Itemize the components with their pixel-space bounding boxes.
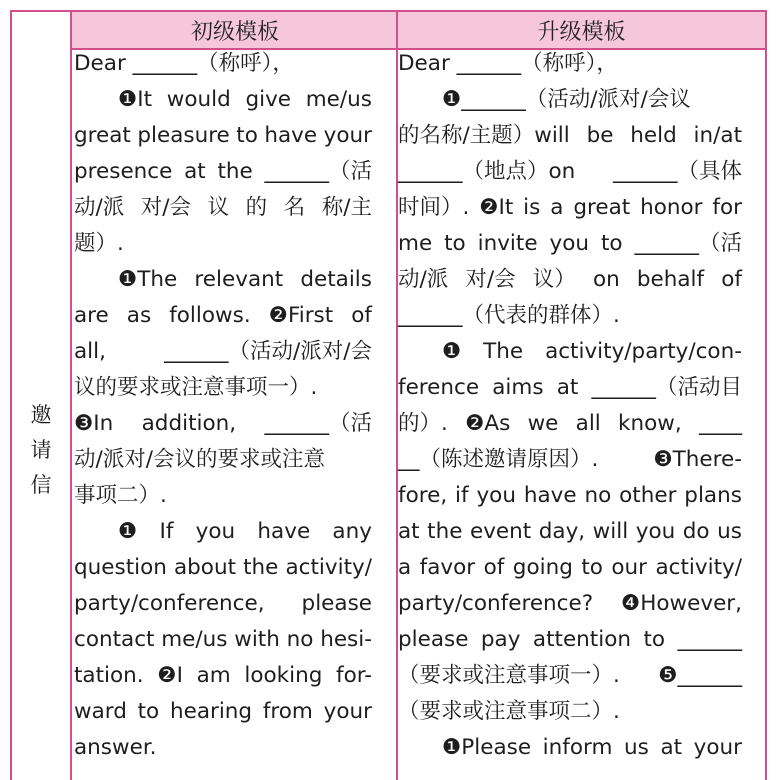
text-line: Dear ______（称呼）， bbox=[74, 51, 294, 76]
text-line: ❸In addition, ______（活 bbox=[74, 411, 372, 436]
column-divider-1 bbox=[70, 12, 72, 780]
text-line: 议的要求或注意事项一）. bbox=[74, 375, 318, 400]
text-line: tation. ❷I am looking for- bbox=[74, 663, 372, 688]
text-line: （要求或注意事项二）. bbox=[398, 699, 620, 724]
row-label-invitation bbox=[12, 50, 70, 780]
text-line: ______（地点）on ______（具体 bbox=[398, 159, 742, 184]
header-basic-template: 初级模板 bbox=[72, 12, 398, 50]
text-line: at the event day, will you do us bbox=[398, 519, 742, 544]
text-line: fore, if you have no other plans bbox=[398, 483, 742, 508]
basic-template-column bbox=[74, 38, 372, 766]
text-line: me to invite you to ______（活 bbox=[398, 231, 742, 256]
text-line: presence at the ______（活 bbox=[74, 159, 372, 184]
text-line: please pay attention to ______ bbox=[398, 627, 742, 652]
text-line: answer. bbox=[74, 735, 157, 760]
text-line: are as follows. ❷First of bbox=[74, 303, 372, 328]
text-line: party/conference, please bbox=[74, 591, 372, 616]
text-line: ❶ If you have any bbox=[118, 519, 372, 544]
text-line: 时间）. ❷It is a great honor for bbox=[398, 195, 742, 220]
text-line: great pleasure to have your bbox=[74, 123, 372, 148]
text-line: ❶______（活动/派对/会议 bbox=[442, 87, 691, 112]
text-line: 动/派 对/会 议） on behalf of bbox=[398, 267, 742, 292]
text-line: 的）. ❷As we all know, ____ bbox=[398, 411, 742, 436]
text-line: __（陈述邀请原因）. ❸There- bbox=[398, 447, 742, 472]
text-line: ward to hearing from your bbox=[74, 699, 372, 724]
text-line: Dear ______（称呼）， bbox=[398, 51, 618, 76]
text-line: ❶The relevant details bbox=[118, 267, 372, 292]
text-line: ference aims at ______（活动目 bbox=[398, 375, 742, 400]
text-line: question about the activity/ bbox=[74, 555, 372, 580]
text-line: ❶Please inform us at your bbox=[442, 735, 742, 760]
text-line: 题）. bbox=[74, 231, 124, 256]
text-line: ______（代表的群体）. bbox=[398, 303, 620, 328]
text-line: 的名称/主题）will be held in/at bbox=[398, 123, 742, 148]
text-line: ❶It would give me/us bbox=[118, 87, 372, 112]
text-line: a favor of going to our activity/ bbox=[398, 555, 742, 580]
header-corner bbox=[12, 12, 72, 50]
text-line: 动/派 对/会 议 的 名 称/主 bbox=[74, 195, 372, 220]
text-line: 事项二）. bbox=[74, 483, 167, 508]
row-label-text: 邀请信 bbox=[30, 402, 52, 497]
text-line: all, ______（活动/派对/会 bbox=[74, 339, 372, 364]
text-line: contact me/us with no hesi- bbox=[74, 627, 372, 652]
text-line: （要求或注意事项一）. ❺______ bbox=[398, 663, 742, 688]
text-line: ❶ The activity/party/con- bbox=[442, 339, 742, 364]
header-upgraded-template: 升级模板 bbox=[398, 12, 765, 50]
upgraded-template-column bbox=[398, 38, 742, 766]
text-line: 动/派对/会议的要求或注意 bbox=[74, 447, 325, 472]
text-line: party/conference? ❹However, bbox=[398, 591, 742, 616]
